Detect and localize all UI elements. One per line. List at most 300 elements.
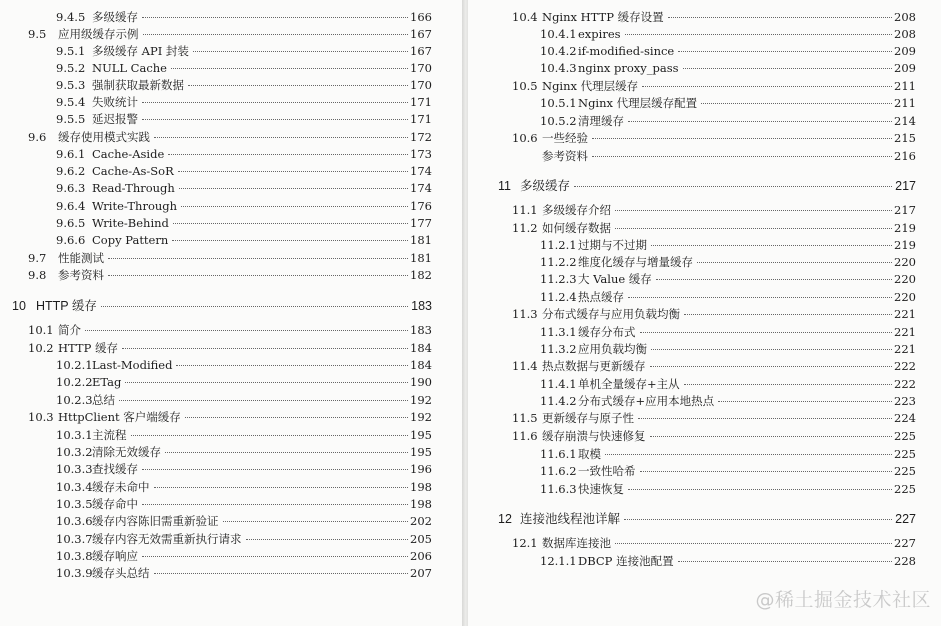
toc-entry-page-number: 166 bbox=[410, 10, 432, 24]
toc-entry-page-number: 223 bbox=[894, 394, 916, 408]
toc-entry bbox=[540, 393, 916, 410]
toc-entry-title: Write-Behind bbox=[92, 216, 169, 230]
toc-leader-dots bbox=[142, 119, 408, 120]
toc-entry-number: 9.6.2 bbox=[56, 164, 86, 178]
toc-entry bbox=[28, 250, 432, 267]
toc-leader-dots bbox=[642, 86, 892, 87]
toc-entry-page-number: 196 bbox=[410, 462, 432, 476]
toc-entry-page-number: 227 bbox=[894, 536, 916, 550]
toc-entry-page-number: 220 bbox=[894, 255, 916, 269]
toc-entry-number: 10.3.5 bbox=[56, 497, 93, 511]
toc-entry-number: 9.6.5 bbox=[56, 216, 86, 230]
toc-entry-number: 11.4 bbox=[512, 359, 538, 373]
toc-entry-title: 应用负载均衡 bbox=[578, 342, 647, 356]
toc-entry-number: 11.6.1 bbox=[540, 447, 577, 461]
toc-entry-page-number: 216 bbox=[894, 149, 916, 163]
toc-entry bbox=[56, 180, 432, 197]
toc-entry-title: 缓存使用模式实践 bbox=[58, 130, 150, 144]
toc-entry-number: 9.5.5 bbox=[56, 112, 86, 126]
toc-entry bbox=[56, 215, 432, 232]
toc-entry-title: 清理缓存 bbox=[578, 114, 624, 128]
toc-entry-page-number: 220 bbox=[894, 272, 916, 286]
toc-entry-number: 9.5.4 bbox=[56, 95, 86, 109]
toc-entry bbox=[28, 409, 432, 426]
toc-entry-title: Nginx 代理层缓存配置 bbox=[578, 96, 698, 110]
toc-leader-dots bbox=[668, 17, 892, 18]
toc-entry-title: 失败统计 bbox=[92, 95, 138, 109]
toc-entry bbox=[56, 461, 432, 478]
toc-entry bbox=[540, 463, 916, 480]
toc-entry-title: HTTP 缓存 bbox=[36, 299, 97, 313]
toc-entry bbox=[28, 340, 432, 357]
toc-entry-number: 9.4.5 bbox=[56, 10, 86, 24]
toc-entry-page-number: 184 bbox=[410, 358, 432, 372]
toc-leader-dots bbox=[179, 188, 408, 189]
toc-entry-title: HTTP 缓存 bbox=[58, 341, 118, 355]
toc-entry-number: 11.3 bbox=[512, 307, 538, 321]
toc-entry-title: Copy Pattern bbox=[92, 233, 169, 247]
toc-entry-title: 缓存内容陈旧需重新验证 bbox=[92, 514, 219, 528]
watermark: @稀土掘金技术社区 bbox=[755, 589, 931, 611]
toc-entry bbox=[540, 254, 916, 271]
toc-leader-dots bbox=[143, 34, 409, 35]
toc-entry bbox=[56, 357, 432, 374]
toc-leader-dots bbox=[650, 436, 893, 437]
toc-entry-page-number: 207 bbox=[410, 566, 432, 580]
toc-entry bbox=[512, 130, 916, 147]
toc-entry bbox=[56, 60, 432, 77]
toc-entry-title: 热点数据与更新缓存 bbox=[542, 359, 646, 373]
toc-entry bbox=[498, 511, 916, 528]
toc-leader-dots bbox=[142, 17, 408, 18]
right-page bbox=[468, 0, 941, 626]
toc-entry bbox=[56, 77, 432, 94]
toc-leader-dots bbox=[684, 384, 892, 385]
toc-entry-page-number: 176 bbox=[410, 199, 432, 213]
toc-entry-number: 11.3.2 bbox=[540, 342, 577, 356]
toc-entry bbox=[512, 78, 916, 95]
toc-entry-title: 缓存未命中 bbox=[92, 480, 150, 494]
toc-entry-page-number: 183 bbox=[410, 323, 432, 337]
toc-entry bbox=[512, 358, 916, 375]
toc-entry-page-number: 211 bbox=[894, 79, 916, 93]
toc-entry-title: 缓存分布式 bbox=[578, 325, 636, 339]
toc-entry-page-number: 225 bbox=[894, 464, 916, 478]
toc-leader-dots bbox=[154, 573, 409, 574]
toc-entry-title: 分布式缓存+应用本地热点 bbox=[578, 394, 715, 408]
toc-entry-number: 10.4 bbox=[512, 10, 538, 24]
toc-leader-dots bbox=[122, 348, 408, 349]
toc-leader-dots bbox=[605, 454, 892, 455]
toc-leader-dots bbox=[678, 51, 892, 52]
toc-entry-title: 热点缓存 bbox=[578, 290, 624, 304]
toc-entry-page-number: 167 bbox=[410, 44, 432, 58]
toc-entry-number: 12 bbox=[498, 512, 512, 526]
toc-entry-page-number: 220 bbox=[894, 290, 916, 304]
toc-entry-title: HttpClient 客户端缓存 bbox=[58, 410, 181, 424]
toc-entry bbox=[56, 43, 432, 60]
toc-entry-title: DBCP 连接池配置 bbox=[578, 554, 674, 568]
toc-entry-number: 10.2.2 bbox=[56, 375, 93, 389]
toc-entry-number: 10.4.2 bbox=[540, 44, 577, 58]
toc-entry-number: 11.2.1 bbox=[540, 238, 577, 252]
toc-entry-number: 11.4.2 bbox=[540, 394, 577, 408]
toc-entry bbox=[56, 94, 432, 111]
toc-entry-title: 清除无效缓存 bbox=[92, 445, 161, 459]
toc-entry bbox=[56, 9, 432, 26]
toc-leader-dots bbox=[574, 186, 892, 187]
toc-leader-dots bbox=[640, 471, 893, 472]
toc-entry-title: Last-Modified bbox=[92, 358, 173, 372]
toc-leader-dots bbox=[171, 68, 408, 69]
toc-entry-page-number: 202 bbox=[410, 514, 432, 528]
toc-entry-title: 取模 bbox=[578, 447, 601, 461]
toc-entry-number: 10.2.1 bbox=[56, 358, 93, 372]
toc-entry-page-number: 221 bbox=[894, 342, 916, 356]
toc-entry bbox=[498, 178, 916, 195]
toc-leader-dots bbox=[188, 85, 408, 86]
toc-entry-page-number: 225 bbox=[894, 447, 916, 461]
toc-leader-dots bbox=[615, 543, 892, 544]
toc-entry bbox=[56, 374, 432, 391]
toc-entry-page-number: 217 bbox=[895, 179, 916, 193]
toc-entry bbox=[540, 26, 916, 43]
toc-entry bbox=[540, 113, 916, 130]
toc-entry-number: 9.6 bbox=[28, 130, 47, 144]
toc-leader-dots bbox=[223, 521, 409, 522]
toc-entry-title: 一致性哈希 bbox=[578, 464, 636, 478]
toc-entry-page-number: 195 bbox=[410, 445, 432, 459]
toc-entry bbox=[56, 479, 432, 496]
toc-leader-dots bbox=[168, 154, 408, 155]
toc-leader-dots bbox=[628, 121, 892, 122]
toc-entry bbox=[56, 444, 432, 461]
toc-leader-dots bbox=[246, 539, 409, 540]
toc-leader-dots bbox=[165, 452, 408, 453]
toc-entry-page-number: 198 bbox=[410, 497, 432, 511]
toc-entry-page-number: 208 bbox=[894, 27, 916, 41]
toc-entry-title: 一些经验 bbox=[542, 131, 588, 145]
toc-entry-title: ETag bbox=[92, 375, 122, 389]
toc-entry bbox=[28, 267, 432, 284]
toc-entry bbox=[56, 111, 432, 128]
toc-leader-dots bbox=[651, 349, 892, 350]
toc-entry-page-number: 227 bbox=[895, 512, 916, 526]
toc-entry-number: 11.2.2 bbox=[540, 255, 577, 269]
toc-entry-number: 10.3.1 bbox=[56, 428, 93, 442]
toc-leader-dots bbox=[176, 365, 408, 366]
toc-entry bbox=[56, 427, 432, 444]
toc-entry-title: 主流程 bbox=[92, 428, 127, 442]
toc-entry bbox=[512, 410, 916, 427]
toc-leader-dots bbox=[628, 297, 892, 298]
toc-entry-title: nginx proxy_pass bbox=[578, 61, 679, 75]
toc-leader-dots bbox=[638, 418, 892, 419]
toc-leader-dots bbox=[131, 435, 409, 436]
toc-leader-dots bbox=[185, 417, 408, 418]
toc-leader-dots bbox=[650, 366, 893, 367]
toc-leader-dots bbox=[625, 34, 892, 35]
toc-entry bbox=[540, 481, 916, 498]
toc-entry-title: 延迟报警 bbox=[92, 112, 138, 126]
toc-entry bbox=[512, 148, 916, 165]
toc-entry-title: expires bbox=[578, 27, 621, 41]
toc-leader-dots bbox=[651, 245, 892, 246]
toc-entry-number: 11.2 bbox=[512, 221, 538, 235]
toc-leader-dots bbox=[701, 103, 892, 104]
toc-entry-page-number: 183 bbox=[411, 299, 432, 313]
toc-entry bbox=[56, 513, 432, 530]
toc-leader-dots bbox=[172, 240, 408, 241]
toc-entry-page-number: 208 bbox=[894, 10, 916, 24]
toc-entry-page-number: 215 bbox=[894, 131, 916, 145]
toc-entry-page-number: 192 bbox=[410, 393, 432, 407]
toc-entry-number: 11.6 bbox=[512, 429, 538, 443]
toc-entry-number: 11.2.4 bbox=[540, 290, 577, 304]
toc-entry-page-number: 225 bbox=[894, 482, 916, 496]
toc-entry-title: 大 Value 缓存 bbox=[578, 272, 652, 286]
toc-leader-dots bbox=[108, 258, 408, 259]
toc-entry bbox=[56, 163, 432, 180]
toc-entry-number: 9.7 bbox=[28, 251, 47, 265]
toc-leader-dots bbox=[592, 156, 892, 157]
toc-leader-dots bbox=[119, 400, 408, 401]
toc-entry bbox=[540, 553, 916, 570]
toc-entry bbox=[540, 237, 916, 254]
toc-entry-number: 9.5.3 bbox=[56, 78, 86, 92]
toc-entry-page-number: 206 bbox=[410, 549, 432, 563]
toc-leader-dots bbox=[101, 306, 408, 307]
toc-entry-number: 11.4.1 bbox=[540, 377, 577, 391]
toc-entry bbox=[56, 198, 432, 215]
toc-leader-dots bbox=[85, 330, 408, 331]
toc-entry-title: 多级缓存 API 封装 bbox=[92, 44, 189, 58]
toc-entry bbox=[512, 202, 916, 219]
toc-entry-number: 10.1 bbox=[28, 323, 54, 337]
toc-entry-page-number: 195 bbox=[410, 428, 432, 442]
toc-entry-page-number: 211 bbox=[894, 96, 916, 110]
toc-entry-title: 如何缓存数据 bbox=[542, 221, 611, 235]
toc-leader-dots bbox=[624, 519, 892, 520]
toc-entry-title: 更新缓存与原子性 bbox=[542, 411, 634, 425]
toc-entry bbox=[12, 298, 432, 315]
toc-leader-dots bbox=[615, 210, 892, 211]
toc-leader-dots bbox=[125, 382, 408, 383]
toc-entry-number: 11.6.3 bbox=[540, 482, 577, 496]
toc-entry bbox=[28, 129, 432, 146]
toc-entry-title: 连接池线程池详解 bbox=[520, 512, 621, 526]
toc-entry bbox=[540, 376, 916, 393]
toc-entry-page-number: 219 bbox=[894, 221, 916, 235]
toc-entry bbox=[540, 95, 916, 112]
toc-entry-title: 缓存头总结 bbox=[92, 566, 150, 580]
toc-entry-title: 单机全量缓存+主从 bbox=[578, 377, 680, 391]
toc-entry-title: 缓存崩溃与快速修复 bbox=[542, 429, 646, 443]
toc-leader-dots bbox=[173, 223, 408, 224]
toc-leader-dots bbox=[178, 171, 408, 172]
toc-entry-page-number: 181 bbox=[410, 251, 432, 265]
toc-entry bbox=[56, 496, 432, 513]
toc-entry-number: 10.5.1 bbox=[540, 96, 577, 110]
left-page bbox=[0, 0, 462, 626]
toc-entry-page-number: 222 bbox=[894, 377, 916, 391]
toc-entry-page-number: 170 bbox=[410, 78, 432, 92]
toc-entry-number: 9.6.1 bbox=[56, 147, 86, 161]
toc-entry bbox=[540, 446, 916, 463]
toc-leader-dots bbox=[683, 68, 892, 69]
toc-entry-title: Read-Through bbox=[92, 181, 175, 195]
toc-leader-dots bbox=[678, 561, 892, 562]
toc-entry bbox=[512, 535, 916, 552]
toc-entry-page-number: 219 bbox=[894, 238, 916, 252]
toc-leader-dots bbox=[615, 228, 892, 229]
toc-entry-page-number: 225 bbox=[894, 429, 916, 443]
toc-entry-title: Write-Through bbox=[92, 199, 178, 213]
toc-entry bbox=[28, 26, 432, 43]
toc-entry-title: 总结 bbox=[92, 393, 115, 407]
toc-entry-title: 维度化缓存与增量缓存 bbox=[578, 255, 693, 269]
toc-entry-number: 10.5 bbox=[512, 79, 538, 93]
toc-leader-dots bbox=[640, 332, 893, 333]
toc-entry-page-number: 172 bbox=[410, 130, 432, 144]
toc-entry-title: 数据库连接池 bbox=[542, 536, 611, 550]
toc-entry-number: 10.3.2 bbox=[56, 445, 93, 459]
toc-entry-number: 9.6.3 bbox=[56, 181, 86, 195]
toc-entry bbox=[28, 322, 432, 339]
toc-entry-number: 10.4.1 bbox=[540, 27, 577, 41]
toc-entry bbox=[540, 271, 916, 288]
toc-entry-page-number: 170 bbox=[410, 61, 432, 75]
toc-entry-page-number: 174 bbox=[410, 164, 432, 178]
toc-entry bbox=[540, 60, 916, 77]
toc-entry-title: 查找缓存 bbox=[92, 462, 138, 476]
toc-entry-number: 10.3.3 bbox=[56, 462, 93, 476]
toc-entry-page-number: 171 bbox=[410, 95, 432, 109]
toc-leader-dots bbox=[684, 314, 892, 315]
toc-entry-title: NULL Cache bbox=[92, 61, 167, 75]
toc-entry-page-number: 184 bbox=[410, 341, 432, 355]
toc-entry-number: 12.1.1 bbox=[540, 554, 577, 568]
toc-leader-dots bbox=[181, 206, 408, 207]
toc-entry-page-number: 217 bbox=[894, 203, 916, 217]
toc-entry bbox=[512, 220, 916, 237]
toc-entry-number: 11.6.2 bbox=[540, 464, 577, 478]
toc-entry-title: 性能测试 bbox=[58, 251, 104, 265]
toc-entry-title: Nginx HTTP 缓存设置 bbox=[542, 10, 664, 24]
toc-entry-title: 快速恢复 bbox=[578, 482, 624, 496]
toc-entry-number: 10.3.8 bbox=[56, 549, 93, 563]
toc-entry-number: 11.3.1 bbox=[540, 325, 577, 339]
toc-entry bbox=[56, 548, 432, 565]
toc-entry-number: 10.3.4 bbox=[56, 480, 93, 494]
toc-leader-dots bbox=[697, 262, 892, 263]
toc-leader-dots bbox=[142, 102, 408, 103]
toc-entry bbox=[540, 341, 916, 358]
toc-entry-page-number: 209 bbox=[894, 61, 916, 75]
toc-leader-dots bbox=[628, 489, 892, 490]
toc-leader-dots bbox=[154, 137, 408, 138]
toc-leader-dots bbox=[656, 279, 892, 280]
toc-entry-number: 10.3.9 bbox=[56, 566, 93, 580]
toc-entry-number: 9.6.4 bbox=[56, 199, 86, 213]
toc-entry-number: 10.3 bbox=[28, 410, 54, 424]
toc-entry-number: 10.3.6 bbox=[56, 514, 93, 528]
toc-leader-dots bbox=[154, 487, 409, 488]
toc-entry-number: 11 bbox=[498, 179, 511, 193]
toc-entry-page-number: 198 bbox=[410, 480, 432, 494]
toc-entry-page-number: 209 bbox=[894, 44, 916, 58]
toc-entry-title: 缓存内容无效需重新执行请求 bbox=[92, 532, 242, 546]
toc-entry-page-number: 173 bbox=[410, 147, 432, 161]
toc-entry-number: 9.5.1 bbox=[56, 44, 86, 58]
toc-entry-title: Cache-Aside bbox=[92, 147, 165, 161]
toc-entry-title: if-modified-since bbox=[578, 44, 675, 58]
toc-entry-number: 11.1 bbox=[512, 203, 538, 217]
toc-entry-page-number: 214 bbox=[894, 114, 916, 128]
toc-entry-number: 9.6.6 bbox=[56, 233, 86, 247]
toc-entry-title: 多级缓存 bbox=[520, 179, 571, 193]
toc-entry-number: 9.5.2 bbox=[56, 61, 86, 75]
toc-entry bbox=[56, 232, 432, 249]
toc-entry bbox=[540, 43, 916, 60]
toc-entry-title: Nginx 代理层缓存 bbox=[542, 79, 639, 93]
toc-leader-dots bbox=[718, 401, 892, 402]
toc-entry bbox=[56, 565, 432, 582]
toc-entry-title: 分布式缓存与应用负载均衡 bbox=[542, 307, 680, 321]
toc-entry-title: Cache-As-SoR bbox=[92, 164, 174, 178]
toc-entry-title: 简介 bbox=[58, 323, 81, 337]
toc-entry-page-number: 224 bbox=[894, 411, 916, 425]
toc-entry-page-number: 190 bbox=[410, 375, 432, 389]
toc-entry-title: 缓存响应 bbox=[92, 549, 138, 563]
toc-entry-page-number: 182 bbox=[410, 268, 432, 282]
toc-entry-page-number: 205 bbox=[410, 532, 432, 546]
toc-entry-title: 应用级缓存示例 bbox=[58, 27, 139, 41]
toc-entry bbox=[56, 392, 432, 409]
toc-entry-page-number: 171 bbox=[410, 112, 432, 126]
toc-entry-title: 强制获取最新数据 bbox=[92, 78, 184, 92]
toc-entry-number: 9.5 bbox=[28, 27, 47, 41]
toc-entry bbox=[56, 146, 432, 163]
toc-leader-dots bbox=[142, 469, 408, 470]
toc-entry-title: 过期与不过期 bbox=[578, 238, 647, 252]
toc-leader-dots bbox=[592, 138, 892, 139]
toc-entry-page-number: 228 bbox=[894, 554, 916, 568]
toc-entry-number: 10.4.3 bbox=[540, 61, 577, 75]
toc-entry bbox=[56, 531, 432, 548]
toc-entry-title: 参考资料 bbox=[58, 268, 104, 282]
toc-entry-number: 10.2.3 bbox=[56, 393, 93, 407]
toc-leader-dots bbox=[193, 51, 408, 52]
toc-entry bbox=[540, 324, 916, 341]
toc-entry-number: 10.2 bbox=[28, 341, 54, 355]
toc-entry-title: 缓存命中 bbox=[92, 497, 138, 511]
toc-entry-number: 11.5 bbox=[512, 411, 538, 425]
toc-entry-page-number: 177 bbox=[410, 216, 432, 230]
toc-entry-page-number: 181 bbox=[410, 233, 432, 247]
toc-entry-number: 10.6 bbox=[512, 131, 538, 145]
toc-leader-dots bbox=[142, 504, 408, 505]
toc-entry-title: 多级缓存介绍 bbox=[542, 203, 611, 217]
toc-entry bbox=[512, 306, 916, 323]
toc-entry bbox=[512, 428, 916, 445]
toc-entry-number: 12.1 bbox=[512, 536, 538, 550]
toc-entry-page-number: 222 bbox=[894, 359, 916, 373]
toc-leader-dots bbox=[108, 275, 408, 276]
toc-leader-dots bbox=[142, 556, 408, 557]
toc-entry-number: 11.2.3 bbox=[540, 272, 577, 286]
toc-entry-page-number: 221 bbox=[894, 325, 916, 339]
